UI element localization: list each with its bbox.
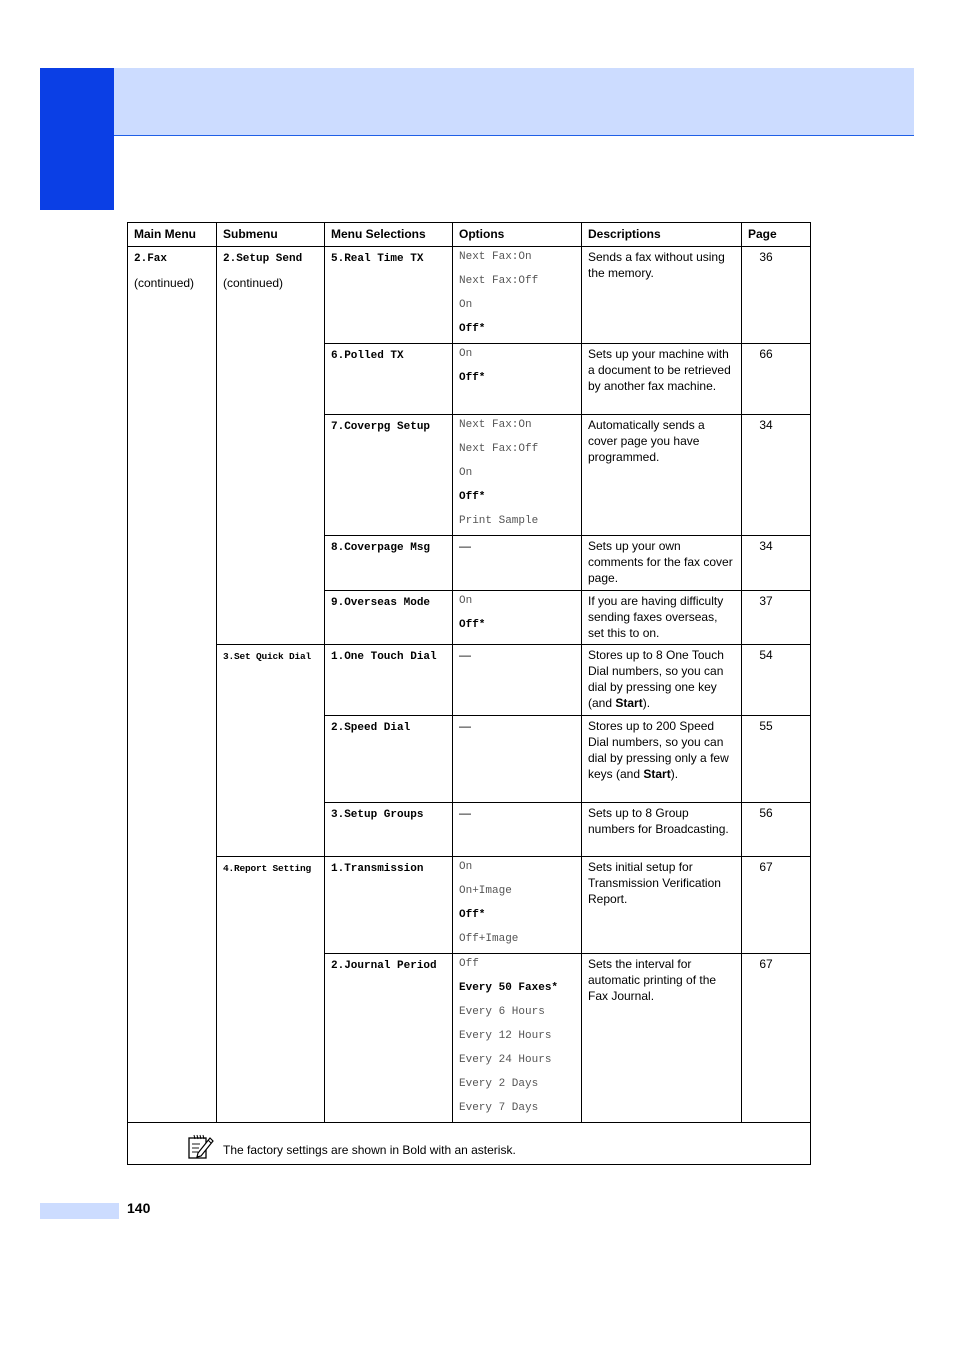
menu-selection-cell <box>325 415 453 536</box>
description-text: Sets up your machine with a document to be retrieved by another fax machine. <box>588 347 731 393</box>
description-cell <box>582 415 742 536</box>
header-options: Options <box>453 223 582 247</box>
page-cell <box>742 415 811 536</box>
description-text: Stores up to 200 Speed Dial numbers, so you can dial by pressing only a few keys (and <box>588 719 729 781</box>
options-cell <box>453 645 582 716</box>
option-item: Off* <box>459 909 486 921</box>
option-item: Off* <box>459 323 486 335</box>
option-item: — <box>459 719 471 733</box>
options-cell <box>453 536 582 591</box>
chapter-tab <box>40 68 114 210</box>
menu-selection-label: 7.Coverpg Setup <box>331 421 431 433</box>
option-item: Next Fax:Off <box>459 275 539 287</box>
page-ref: 34 <box>759 418 773 432</box>
page-ref: 36 <box>759 250 773 264</box>
option-item: On <box>459 861 473 873</box>
page-cell <box>742 645 811 716</box>
option-item: On <box>459 348 473 360</box>
menu-selection-cell <box>325 247 453 344</box>
page-cell <box>742 536 811 591</box>
option-item: Next Fax:On <box>459 251 532 263</box>
header-submenu: Submenu <box>217 223 325 247</box>
option-item: On <box>459 595 473 607</box>
option-item: On+Image <box>459 885 512 897</box>
option-item: Every 50 Faxes* <box>459 982 559 994</box>
page-ref: 56 <box>759 806 773 820</box>
option-item: Off <box>459 958 479 970</box>
description-cell <box>582 954 742 1123</box>
options-cell <box>453 716 582 803</box>
description-text: Sets the interval for automatic printing of the Fax Journal. <box>588 957 717 1003</box>
option-item: Every 2 Days <box>459 1078 539 1090</box>
option-item: Off* <box>459 619 486 631</box>
options-cell <box>453 954 582 1123</box>
description-cell <box>582 716 742 803</box>
options-cell <box>453 344 582 415</box>
page-cell <box>742 247 811 344</box>
header-band <box>114 68 914 136</box>
description-text: Automatically sends a cover page you have programmed. <box>588 418 705 464</box>
page-cell <box>742 716 811 803</box>
table-row <box>128 857 811 954</box>
menu-selection-cell <box>325 716 453 803</box>
menu-selection-cell <box>325 344 453 415</box>
table-row <box>128 247 811 344</box>
option-item: On <box>459 467 473 479</box>
description-cell <box>582 344 742 415</box>
option-item: On <box>459 299 473 311</box>
menu-selection-label: 9.Overseas Mode <box>331 597 431 609</box>
menu-selection-cell <box>325 803 453 857</box>
submenu-cell <box>217 247 325 645</box>
submenu-label: 2.Setup Send <box>223 253 303 265</box>
page-ref: 67 <box>759 957 773 971</box>
option-item: — <box>459 806 471 820</box>
submenu-cell <box>217 645 325 857</box>
options-cell <box>453 247 582 344</box>
option-item: Every 7 Days <box>459 1102 539 1114</box>
description-text: Sets up your own comments for the fax cover page. <box>588 539 733 585</box>
main-menu-note: (continued) <box>134 276 195 290</box>
options-cell <box>453 803 582 857</box>
note-pencil-icon <box>186 1132 214 1160</box>
menu-selection-label: 5.Real Time TX <box>331 253 424 265</box>
menu-selection-cell <box>325 591 453 645</box>
menu-selection-label: 3.Setup Groups <box>331 809 424 821</box>
option-item: Next Fax:On <box>459 419 532 431</box>
menu-selection-label: 1.Transmission <box>331 863 424 875</box>
option-item: Every 24 Hours <box>459 1054 552 1066</box>
submenu-cell <box>217 857 325 1123</box>
description-text-end: ). <box>642 696 651 710</box>
menu-selection-label: 8.Coverpage Msg <box>331 542 431 554</box>
menu-selection-label: 1.One Touch Dial <box>331 651 437 663</box>
main-menu-label: 2.Fax <box>134 253 168 265</box>
option-item: Off* <box>459 491 486 503</box>
options-cell <box>453 591 582 645</box>
page-cell <box>742 803 811 857</box>
option-item: Every 12 Hours <box>459 1030 552 1042</box>
description-text: Sends a fax without using the memory. <box>588 250 725 280</box>
menu-selection-label: 2.Journal Period <box>331 960 437 972</box>
table-row <box>128 645 811 716</box>
main-menu-cell <box>128 247 217 1123</box>
table-header-row <box>128 223 811 247</box>
description-text: Sets up to 8 Group numbers for Broadcasting. <box>588 806 729 836</box>
footer-bar <box>40 1203 119 1219</box>
option-item: — <box>459 539 471 553</box>
submenu-label: 4.Report Setting <box>223 863 312 874</box>
header-menu-selections: Menu Selections <box>325 223 453 247</box>
page-ref: 54 <box>759 648 773 662</box>
submenu-label: 3.Set Quick Dial <box>223 651 312 662</box>
page-cell <box>742 954 811 1123</box>
description-text: If you are having difficulty sending faxes overseas, set this to on. <box>588 594 724 640</box>
menu-selection-cell <box>325 645 453 716</box>
page-cell <box>742 591 811 645</box>
description-bold-key: Start <box>615 696 643 710</box>
description-cell <box>582 536 742 591</box>
header-page: Page <box>742 223 811 247</box>
option-item: Next Fax:Off <box>459 443 539 455</box>
description-text: Sets initial setup for Transmission Verification Report. <box>588 860 721 906</box>
option-item: — <box>459 648 471 662</box>
menu-selection-cell <box>325 536 453 591</box>
page-ref: 67 <box>759 860 773 874</box>
options-cell <box>453 415 582 536</box>
option-item: Every 6 Hours <box>459 1006 545 1018</box>
description-cell <box>582 645 742 716</box>
page-ref: 55 <box>759 719 773 733</box>
header-descriptions: Descriptions <box>582 223 742 247</box>
options-cell <box>453 857 582 954</box>
description-cell <box>582 591 742 645</box>
submenu-note: (continued) <box>223 276 284 290</box>
description-bold-key: Start <box>643 767 671 781</box>
menu-selection-cell <box>325 954 453 1123</box>
page-ref: 34 <box>759 539 773 553</box>
option-item: Off+Image <box>459 933 519 945</box>
option-item: Print Sample <box>459 515 539 527</box>
page-cell <box>742 344 811 415</box>
header-main-menu: Main Menu <box>128 223 217 247</box>
menu-selection-label: 2.Speed Dial <box>331 722 411 734</box>
description-cell <box>582 247 742 344</box>
description-text: Stores up to 8 One Touch Dial numbers, so you can dial by pressing one key (and <box>588 648 724 710</box>
menu-selection-cell <box>325 857 453 954</box>
note-row <box>128 1123 811 1165</box>
description-cell <box>582 803 742 857</box>
table-body <box>128 247 811 1123</box>
menu-table <box>127 222 811 1165</box>
page-ref: 66 <box>759 347 773 361</box>
menu-selection-label: 6.Polled TX <box>331 350 404 362</box>
description-cell <box>582 857 742 954</box>
option-item: Off* <box>459 372 486 384</box>
page-ref: 37 <box>759 594 773 608</box>
note-cell <box>128 1123 811 1165</box>
description-text-end: ). <box>670 767 679 781</box>
page-number: 140 <box>127 1200 151 1216</box>
page-cell <box>742 857 811 954</box>
note-text: The factory settings are shown in Bold with an asterisk. <box>223 1143 516 1157</box>
